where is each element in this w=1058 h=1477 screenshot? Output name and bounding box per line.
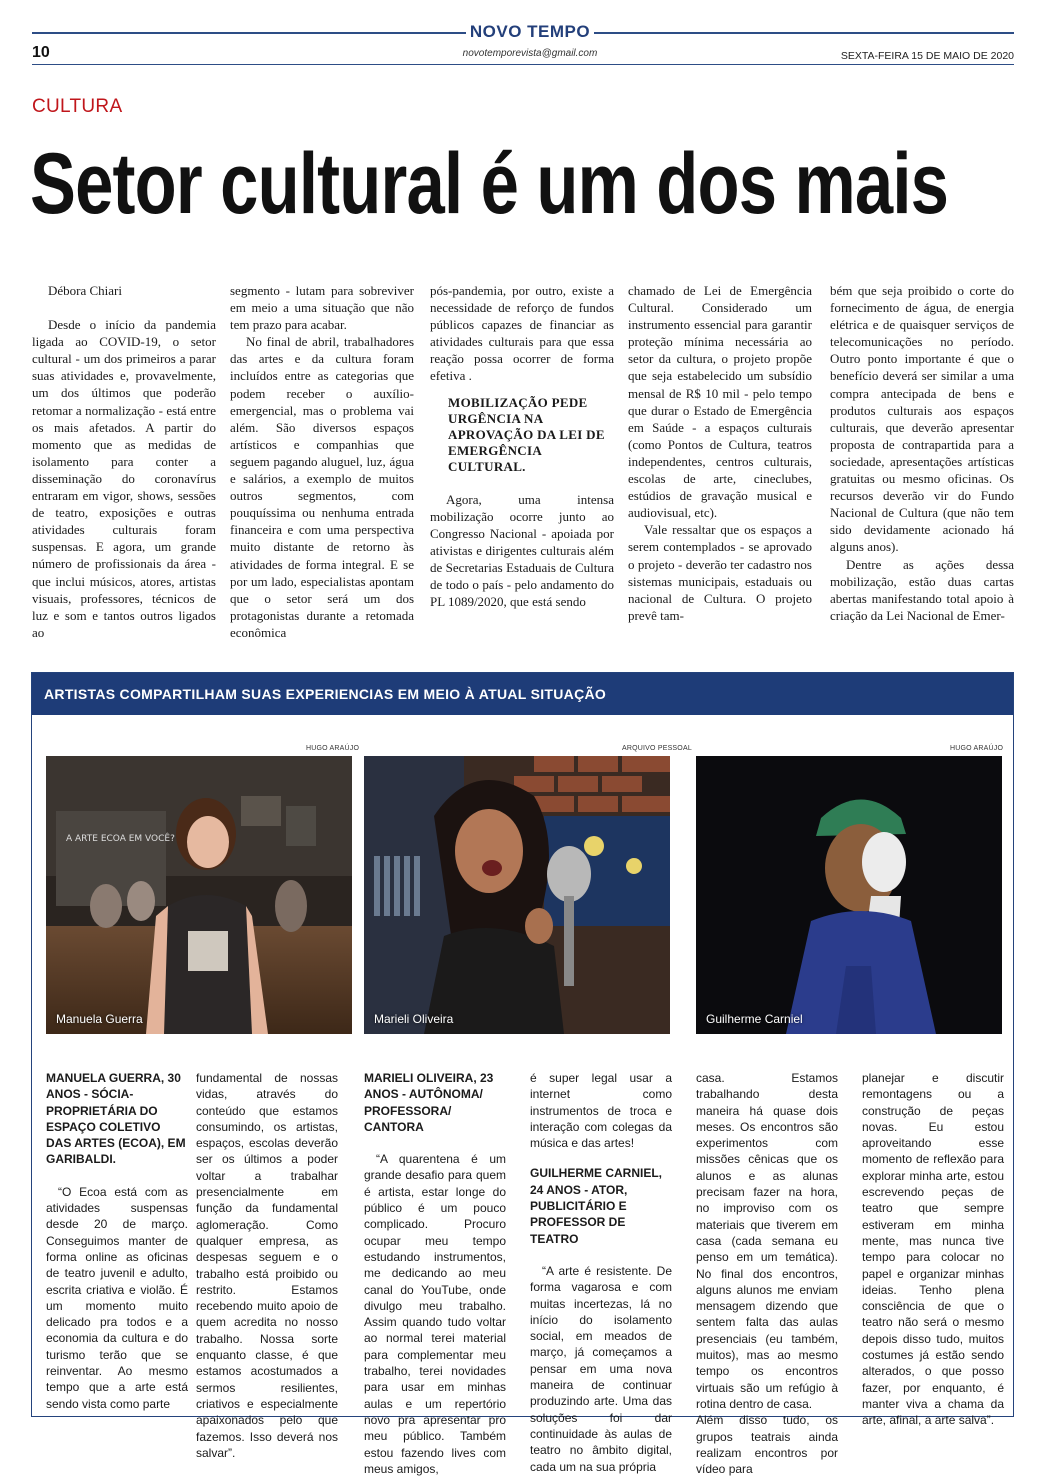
page-number: 10 bbox=[32, 44, 50, 61]
photo-caption: Manuela Guerra bbox=[56, 1012, 143, 1026]
paragraph: Agora, uma intensa mobilização ocorre junto ao Congresso Nacional - apoiada por ativistas e dirigentes culturais além de Secretarias Estaduais de Cultura de todo o país - pelo andamento do PL 1089/2020, que está sendo bbox=[430, 491, 614, 610]
article-column-4 bbox=[628, 282, 812, 622]
svg-text:A ARTE ECOA EM VOCÊ?: A ARTE ECOA EM VOCÊ? bbox=[66, 834, 175, 844]
photo-caption: Marieli Oliveira bbox=[374, 1012, 454, 1026]
paragraph: Vale ressaltar que os espaços a serem contemplados - se aprovado o projeto - deverão ter cadastro nos sistemas municipais, estaduais ou nacional de Cultura. O projeto prevê tam- bbox=[628, 522, 812, 623]
paragraph: bém que seja proibido o corte do fornecimento de água, de energia elétrica e de quaisquer serviços de telecomunicações no período. Outro ponto importante é que o benefício deverá ser similar a uma compra antecipada de bens e produtos culturais aos espaços culturais, que deverão apresentar proposta de contrapartida para a sociedade, apresentações artísticas gratuitas ou mesmo oficinas. Os recursos deverão vir do Fundo Nacional de Cultura (que não tem sido devidamente acionado há alguns anos). bbox=[830, 283, 1014, 555]
interview-text: fundamental de nossas vidas, através do conteúdo que estamos consumindo, os artistas, espaços, escolas deverão ser os últimos a poder voltar a trabalhar presencialmente em função da fundamental aglomeração. Como qualquer empresa, as despesas seguem e o trabalho está proibido ou restrito. Estamos recebendo muito apoio de quem acredita no nosso trabalho. Nossa sorte enquanto classe, é que estamos acostumados a sermos resilientes, criativos e especialmente apaixonados pelo que fazemos. Isso deverá nos salvar”. bbox=[196, 1071, 338, 1460]
paragraph: Desde o início da pandemia ligada ao COVID-19, o setor cultural - um dos primeiros a parar suas atividades e, provavelmente, um dos últimos que poderão retomar a normalização - está entre os mais afetados. A partir do momento que as medidas de isolamento para conter a disseminação do coronavírus entraram em vigor, shows, sessões de teatro, exposições e outras atividades culturais foram suspensas. E agora, um grande número de profissionais da área - que inclui músicos, atores, artistas visuais, professores, técnicos de luz e som e tantos outros ligados ao bbox=[32, 317, 216, 640]
interview-text: Além disso tudo, os grupos teatrais ainda realizam encontros por vídeo para bbox=[696, 1413, 838, 1477]
interview-column-4 bbox=[530, 1070, 672, 1474]
photo-illustration bbox=[364, 756, 670, 1034]
interviewee-heading: MANUELA GUERRA, 30 ANOS - SÓCIA-PROPRIETÁRIA DO ESPAÇO COLETIVO DAS ARTES (ECOA), EM GARIBALDI. bbox=[46, 1071, 186, 1167]
byline: Débora Chiari bbox=[48, 283, 123, 298]
interview-text: é super legal usar a internet como instrumentos de troca e interação com colegas da música e das artes! bbox=[530, 1071, 672, 1151]
interviewee-heading: MARIELI OLIVEIRA, 23 ANOS - AUTÔNOMA/ PROFESSORA/ CANTORA bbox=[364, 1071, 494, 1134]
article-column-1 bbox=[32, 282, 216, 640]
photo-guilherme-carniel bbox=[696, 756, 1002, 1034]
interview-text: “A quarentena é um grande desafio para quem é artista, estar longe do público é um pouco complicado. Procuro ocupar meu tempo estudando instrumentos, me dedicando ao meu canal do YouTube, onde divulgo meu trabalho. Assim quando tudo voltar ao normal terei material para complementar meu trabalho, terei novidades para usar em minhas aulas e um repertório novo pra apresentar pro meu público. Também estou fazendo lives com meus amigos, bbox=[364, 1152, 506, 1476]
paragraph: Dentre as ações dessa mobilização, estão duas cartas abertas manifestando total apoio à criação da Lei Nacional de Emer- bbox=[830, 556, 1014, 623]
masthead-rule-right bbox=[594, 32, 1014, 34]
photo-illustration bbox=[46, 756, 352, 1034]
photo-marieli-oliveira bbox=[364, 756, 670, 1034]
article-subhead: MOBILIZAÇÃO PEDE URGÊNCIA NA APROVAÇÃO DA LEI DE EMERGÊNCIA CULTURAL. bbox=[448, 394, 605, 474]
interview-text: “O Ecoa está com as atividades suspensas desde 20 de março. Conseguimos manter de forma online as oficinas de teatro juvenil e adulto, escrita criativa e violão. É um momento muito delicado pra todos e a economia da cultura e do turismo terão que se reinventar. Ao mesmo tempo que a arte está sendo vista como parte bbox=[46, 1184, 188, 1411]
interviewee-heading: GUILHERME CARNIEL, 24 ANOS - ATOR, PUBLICITÁRIO E PROFESSOR DE TEATRO bbox=[530, 1166, 662, 1246]
feature-box-title: ARTISTAS COMPARTILHAM SUAS EXPERIENCIAS EM MEIO À ATUAL SITUAÇÃO bbox=[44, 686, 607, 702]
interview-text: planejar e discutir remontagens ou a construção de peças novas. Eu estou aproveitando esse momento de reflexão para explorar minha arte, estou escrevendo peças de teatro que sempre estiveram em minha mente, mas nunca tive tempo para colocar no papel e organizar minhas ideias. Tenho plena consciência de que o teatro não será o mesmo depois disso tudo, muitos costumes já estão sendo alterados, o que posso fazer, por enquanto, é manter viva a chama da arte, afinal, a arte salva”. bbox=[862, 1071, 1004, 1428]
headline: Setor cultural é um dos mais bbox=[30, 136, 949, 232]
masthead-rule-left bbox=[32, 32, 466, 34]
interview-column-5 bbox=[696, 1070, 838, 1477]
interview-text: “A arte é resistente. De forma vagarosa e com muitas incertezas, lá no início do isolamento social, em meados de março, já começamos a pensar em uma nova maneira de continuar produzindo arte. Uma das soluções foi dar continuidade às aulas de teatro no âmbito digital, cada um na sua própria bbox=[530, 1263, 672, 1474]
paragraph: chamado de Lei de Emergência Cultural. Considerado um instrumento essencial para garantir proteção mínima necessária ao setor da cultura, o projeto propõe que seja estabelecido um subsídio mensal de R$ 10 mil - pelo tempo que durar o Estado de Emergência em Saúde - a espaços culturais (como Pontos de Cultura, teatros independentes, centros culturais, escolas de arte, cineclubes, estúdios de gravação musical e audiovisual, etc). bbox=[628, 283, 812, 521]
article-column-2 bbox=[230, 282, 414, 640]
photo-credit: HUGO ARAÚJO bbox=[306, 745, 360, 752]
masthead-divider bbox=[32, 64, 1014, 65]
contact-email[interactable]: novotemporevista@gmail.com bbox=[462, 48, 598, 59]
interview-text: casa. Estamos trabalhando desta maneira há quase dois meses. Os encontros são experimentos com missões cênicas que os alunos e as alunas precisam fazer na hora, no improviso com os materiais que tiverem em casa (cada semana eu penso em um temática). No final dos encontros, alguns alunos me enviam mensagem dizendo que sentem falta das aulas presenciais (eu também, muitos), mas ao mesmo tempo os encontros virtuais são um refúgio à rotina dentro de casa. bbox=[696, 1071, 838, 1411]
photo-credit: HUGO ARAÚJO bbox=[950, 745, 1004, 752]
photo-credit: ARQUIVO PESSOAL bbox=[622, 745, 692, 752]
interview-column-6 bbox=[862, 1070, 1004, 1428]
section-label: CULTURA bbox=[32, 96, 123, 117]
feature-box-header bbox=[32, 673, 1013, 715]
interview-column-2 bbox=[196, 1070, 338, 1460]
photo-manuela-guerra bbox=[46, 756, 352, 1034]
photo-caption: Guilherme Carniel bbox=[706, 1012, 803, 1026]
newspaper-brand: NOVO TEMPO bbox=[469, 22, 591, 41]
article-column-3 bbox=[430, 282, 614, 622]
article-column-5 bbox=[830, 282, 1014, 622]
paragraph: No final de abril, trabalhadores das artes e da cultura foram incluídos entre as categorias que podem receber o auxílio-emergencial, mas o problema vai além. São diversos espaços artísticos e companhias que seguem pagando aluguel, luz, água e salários, a exemplo de muitos outros segmentos, com pouquíssima ou nenhuma entrada financeira e com uma perspectiva muito distante de retorno às atividades de forma integral. E se por um lado, especialistas apontam que o setor será um dos protagonistas durante a retomada econômica bbox=[230, 334, 414, 640]
interview-column-3 bbox=[364, 1070, 506, 1476]
paragraph: pós-pandemia, por outro, existe a necessidade de reforço de fundos públicos capazes de financiar as atividades culturais para que essa reação possa ocorrer de forma efetiva . bbox=[430, 283, 614, 384]
interview-column-1 bbox=[46, 1070, 188, 1411]
photo-illustration bbox=[696, 756, 1002, 1034]
issue-date: SEXTA-FEIRA 15 DE MAIO DE 2020 bbox=[840, 50, 1014, 62]
paragraph: segmento - lutam para sobreviver em meio a uma situação que não tem prazo para acabar. bbox=[230, 283, 414, 333]
